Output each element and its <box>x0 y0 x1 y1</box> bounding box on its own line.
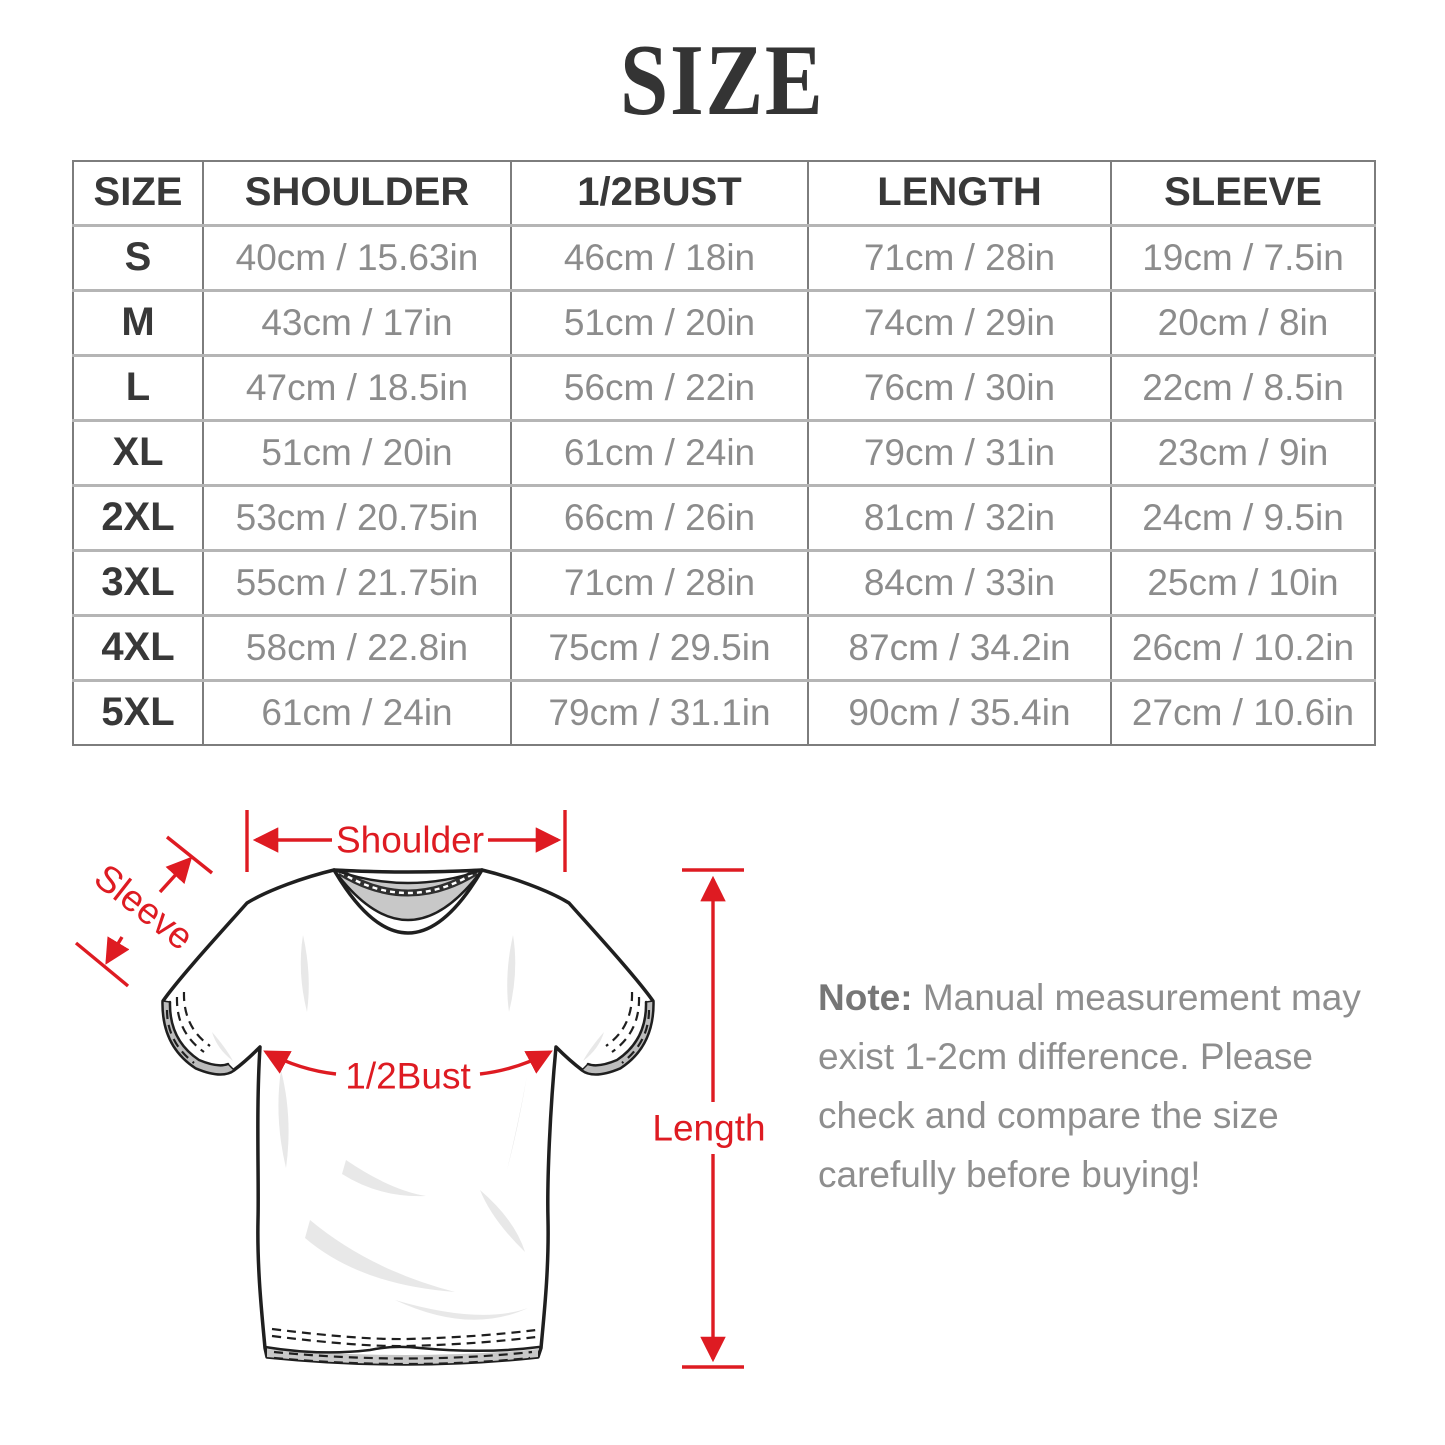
tshirt-body-outline <box>163 870 653 1364</box>
note-label: Note: <box>818 977 913 1018</box>
measurement-cell: 81cm / 32in <box>808 485 1111 550</box>
measurement-cell: 79cm / 31in <box>808 420 1111 485</box>
measurement-cell: 66cm / 26in <box>511 485 808 550</box>
size-label-cell: 3XL <box>73 550 203 615</box>
table-row <box>73 615 1375 680</box>
measurement-cell: 23cm / 9in <box>1111 420 1375 485</box>
page-title: SIZE <box>620 24 825 137</box>
size-label-cell: 4XL <box>73 615 203 680</box>
page-title-wrap <box>0 24 1445 137</box>
note-text: Manual measurement may <box>912 977 1361 1018</box>
table-row <box>73 550 1375 615</box>
size-table-body <box>73 225 1375 745</box>
size-label-cell: M <box>73 290 203 355</box>
measurement-cell: 46cm / 18in <box>511 225 808 290</box>
measurement-cell: 56cm / 22in <box>511 355 808 420</box>
table-row <box>73 680 1375 745</box>
note <box>818 968 1398 1204</box>
size-table <box>72 160 1376 746</box>
measurement-cell: 79cm / 31.1in <box>511 680 808 745</box>
table-header-row <box>73 161 1375 225</box>
measurement-cell: 74cm / 29in <box>808 290 1111 355</box>
shoulder-annotation <box>247 810 565 872</box>
measurement-cell: 55cm / 21.75in <box>203 550 511 615</box>
measurement-cell: 76cm / 30in <box>808 355 1111 420</box>
measurement-cell: 19cm / 7.5in <box>1111 225 1375 290</box>
size-label-cell: 5XL <box>73 680 203 745</box>
column-header: SIZE <box>93 170 183 215</box>
measurement-cell: 71cm / 28in <box>511 550 808 615</box>
size-label-cell: L <box>73 355 203 420</box>
table-row <box>73 355 1375 420</box>
measurement-cell: 24cm / 9.5in <box>1111 485 1375 550</box>
measurement-cell: 61cm / 24in <box>511 420 808 485</box>
column-header: 1/2BUST <box>511 161 808 225</box>
measurement-cell: 84cm / 33in <box>808 550 1111 615</box>
tshirt-drawing <box>163 870 653 1364</box>
length-label: Length <box>652 1107 766 1149</box>
measurement-cell: 47cm / 18.5in <box>203 355 511 420</box>
measurement-cell: 51cm / 20in <box>203 420 511 485</box>
note-line: carefully before buying! <box>818 1154 1201 1195</box>
column-header: LENGTH <box>808 161 1111 225</box>
length-annotation <box>652 870 765 1367</box>
measurement-cell: 58cm / 22.8in <box>203 615 511 680</box>
measurement-cell: 26cm / 10.2in <box>1111 615 1375 680</box>
note-line: check and compare the size <box>818 1095 1279 1136</box>
size-label-cell: S <box>73 225 203 290</box>
table-row <box>73 290 1375 355</box>
measurement-cell: 22cm / 8.5in <box>1111 355 1375 420</box>
note-line: exist 1-2cm difference. Please <box>818 1036 1313 1077</box>
half-bust-label: 1/2Bust <box>345 1055 471 1097</box>
table-row <box>73 485 1375 550</box>
measurement-cell: 27cm / 10.6in <box>1111 680 1375 745</box>
column-header: SHOULDER <box>203 161 511 225</box>
size-label-cell: 2XL <box>73 485 203 550</box>
measurement-cell: 51cm / 20in <box>511 290 808 355</box>
measurement-cell: 40cm / 15.63in <box>203 225 511 290</box>
measurement-cell: 43cm / 17in <box>203 290 511 355</box>
shoulder-label: Shoulder <box>335 819 485 861</box>
size-label-cell: XL <box>73 420 203 485</box>
column-header: SLEEVE <box>1111 161 1375 225</box>
measurement-cell: 90cm / 35.4in <box>808 680 1111 745</box>
measurement-cell: 20cm / 8in <box>1111 290 1375 355</box>
measurement-cell: 75cm / 29.5in <box>511 615 808 680</box>
measurement-cell: 71cm / 28in <box>808 225 1111 290</box>
table-row <box>73 225 1375 290</box>
measurement-cell: 25cm / 10in <box>1111 550 1375 615</box>
measurement-cell: 61cm / 24in <box>203 680 511 745</box>
table-row <box>73 420 1375 485</box>
tshirt-diagram <box>60 780 780 1445</box>
measurement-cell: 87cm / 34.2in <box>808 615 1111 680</box>
sleeve-label: Sleeve <box>86 856 202 958</box>
measurement-cell: 53cm / 20.75in <box>203 485 511 550</box>
note-line <box>818 968 1398 1027</box>
